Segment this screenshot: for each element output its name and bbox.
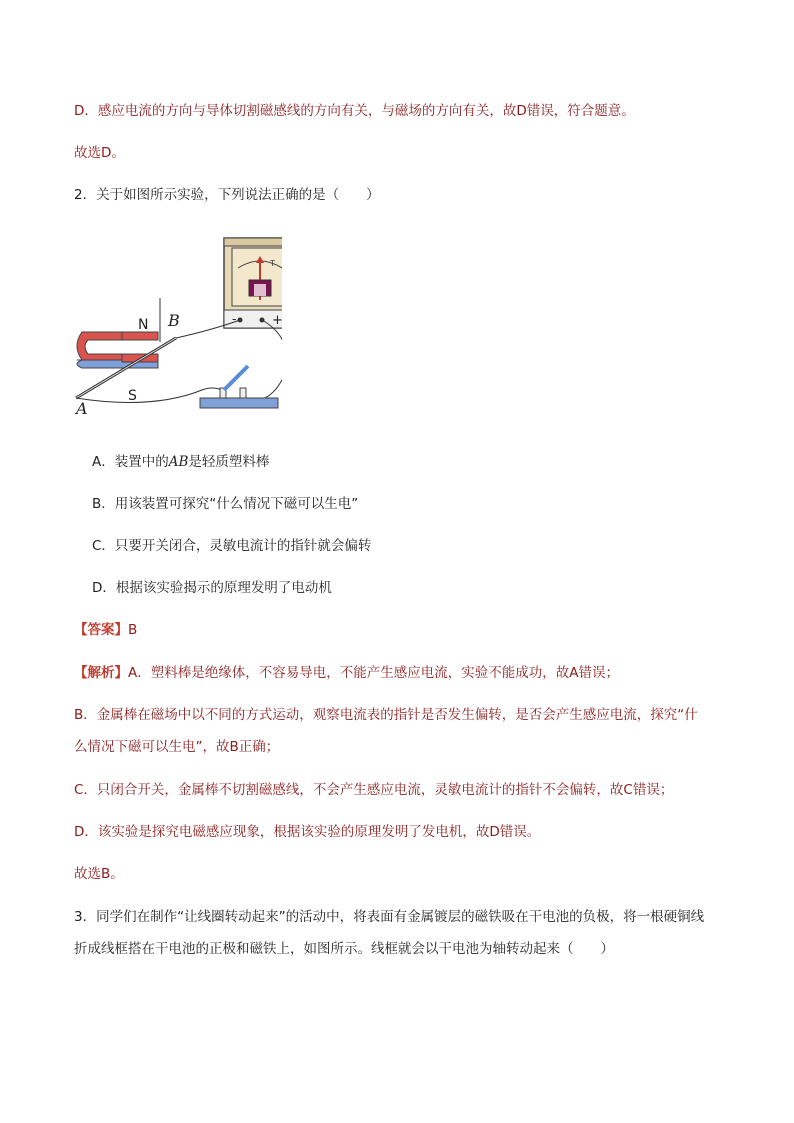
answer-line: 【答案】B [74, 622, 138, 638]
question-3-stem-line-2: 折成线框搭在干电池的正极和磁铁上，如图所示。线框就会以干电池为轴转动起来（ ） [74, 941, 614, 957]
analysis-b-line-1: B．金属棒在磁场中以不同的方式运动，观察电流表的指针是否发生偏转，是否会产生感应电流，探究“什 [74, 707, 698, 723]
question-2-stem: 2．关于如图所示实验，下列说法正确的是（ ） [74, 187, 380, 203]
rod-end-a-label: A [76, 399, 88, 418]
prev-option-d-explanation: D．感应电流的方向与导体切割磁感线的方向有关，与磁场的方向有关，故D错误，符合题意。 [74, 103, 635, 119]
analysis-c-line: C．只闭合开关，金属棒不切割磁感线，不会产生感应电流，灵敏电流计的指针不会偏转，故C错误； [74, 782, 674, 798]
option-b: B．用该装置可探究“什么情况下磁可以生电” [92, 496, 359, 512]
analysis-a-line: 【解析】A．塑料棒是绝缘体，不容易导电，不能产生感应电流，实验不能成功，故A错误； [74, 665, 619, 681]
prev-choose-line: 故选D。 [74, 145, 125, 161]
analysis-b-line-2: 么情况下磁可以生电”，故B正确； [74, 739, 280, 755]
galvanometer-plus-label: + [272, 313, 282, 328]
galvanometer-magnet-circuit-icon [72, 230, 282, 420]
rod-end-b-label: B [168, 311, 180, 330]
choose-line: 故选B。 [74, 866, 124, 882]
magnet-north-label: N [138, 317, 149, 333]
magnet-south-label: S [128, 388, 137, 404]
option-a: A．装置中的AB是轻质塑料棒 [92, 454, 270, 470]
analysis-d-line: D．该实验是探究电磁感应现象，根据该实验的原理发明了发电机，故D错误。 [74, 824, 541, 840]
option-d: D．根据该实验揭示的原理发明了电动机 [92, 580, 332, 596]
svg-text:T: T [270, 259, 275, 268]
option-c: C．只要开关闭合，灵敏电流计的指针就会偏转 [92, 538, 372, 554]
galvanometer-minus-label: - [232, 312, 237, 326]
question-3-stem-line-1: 3．同学们在制作“让线圈转动起来”的活动中，将表面有金属镀层的磁铁吸在干电池的负极，将一根硬铜线 [74, 909, 705, 925]
